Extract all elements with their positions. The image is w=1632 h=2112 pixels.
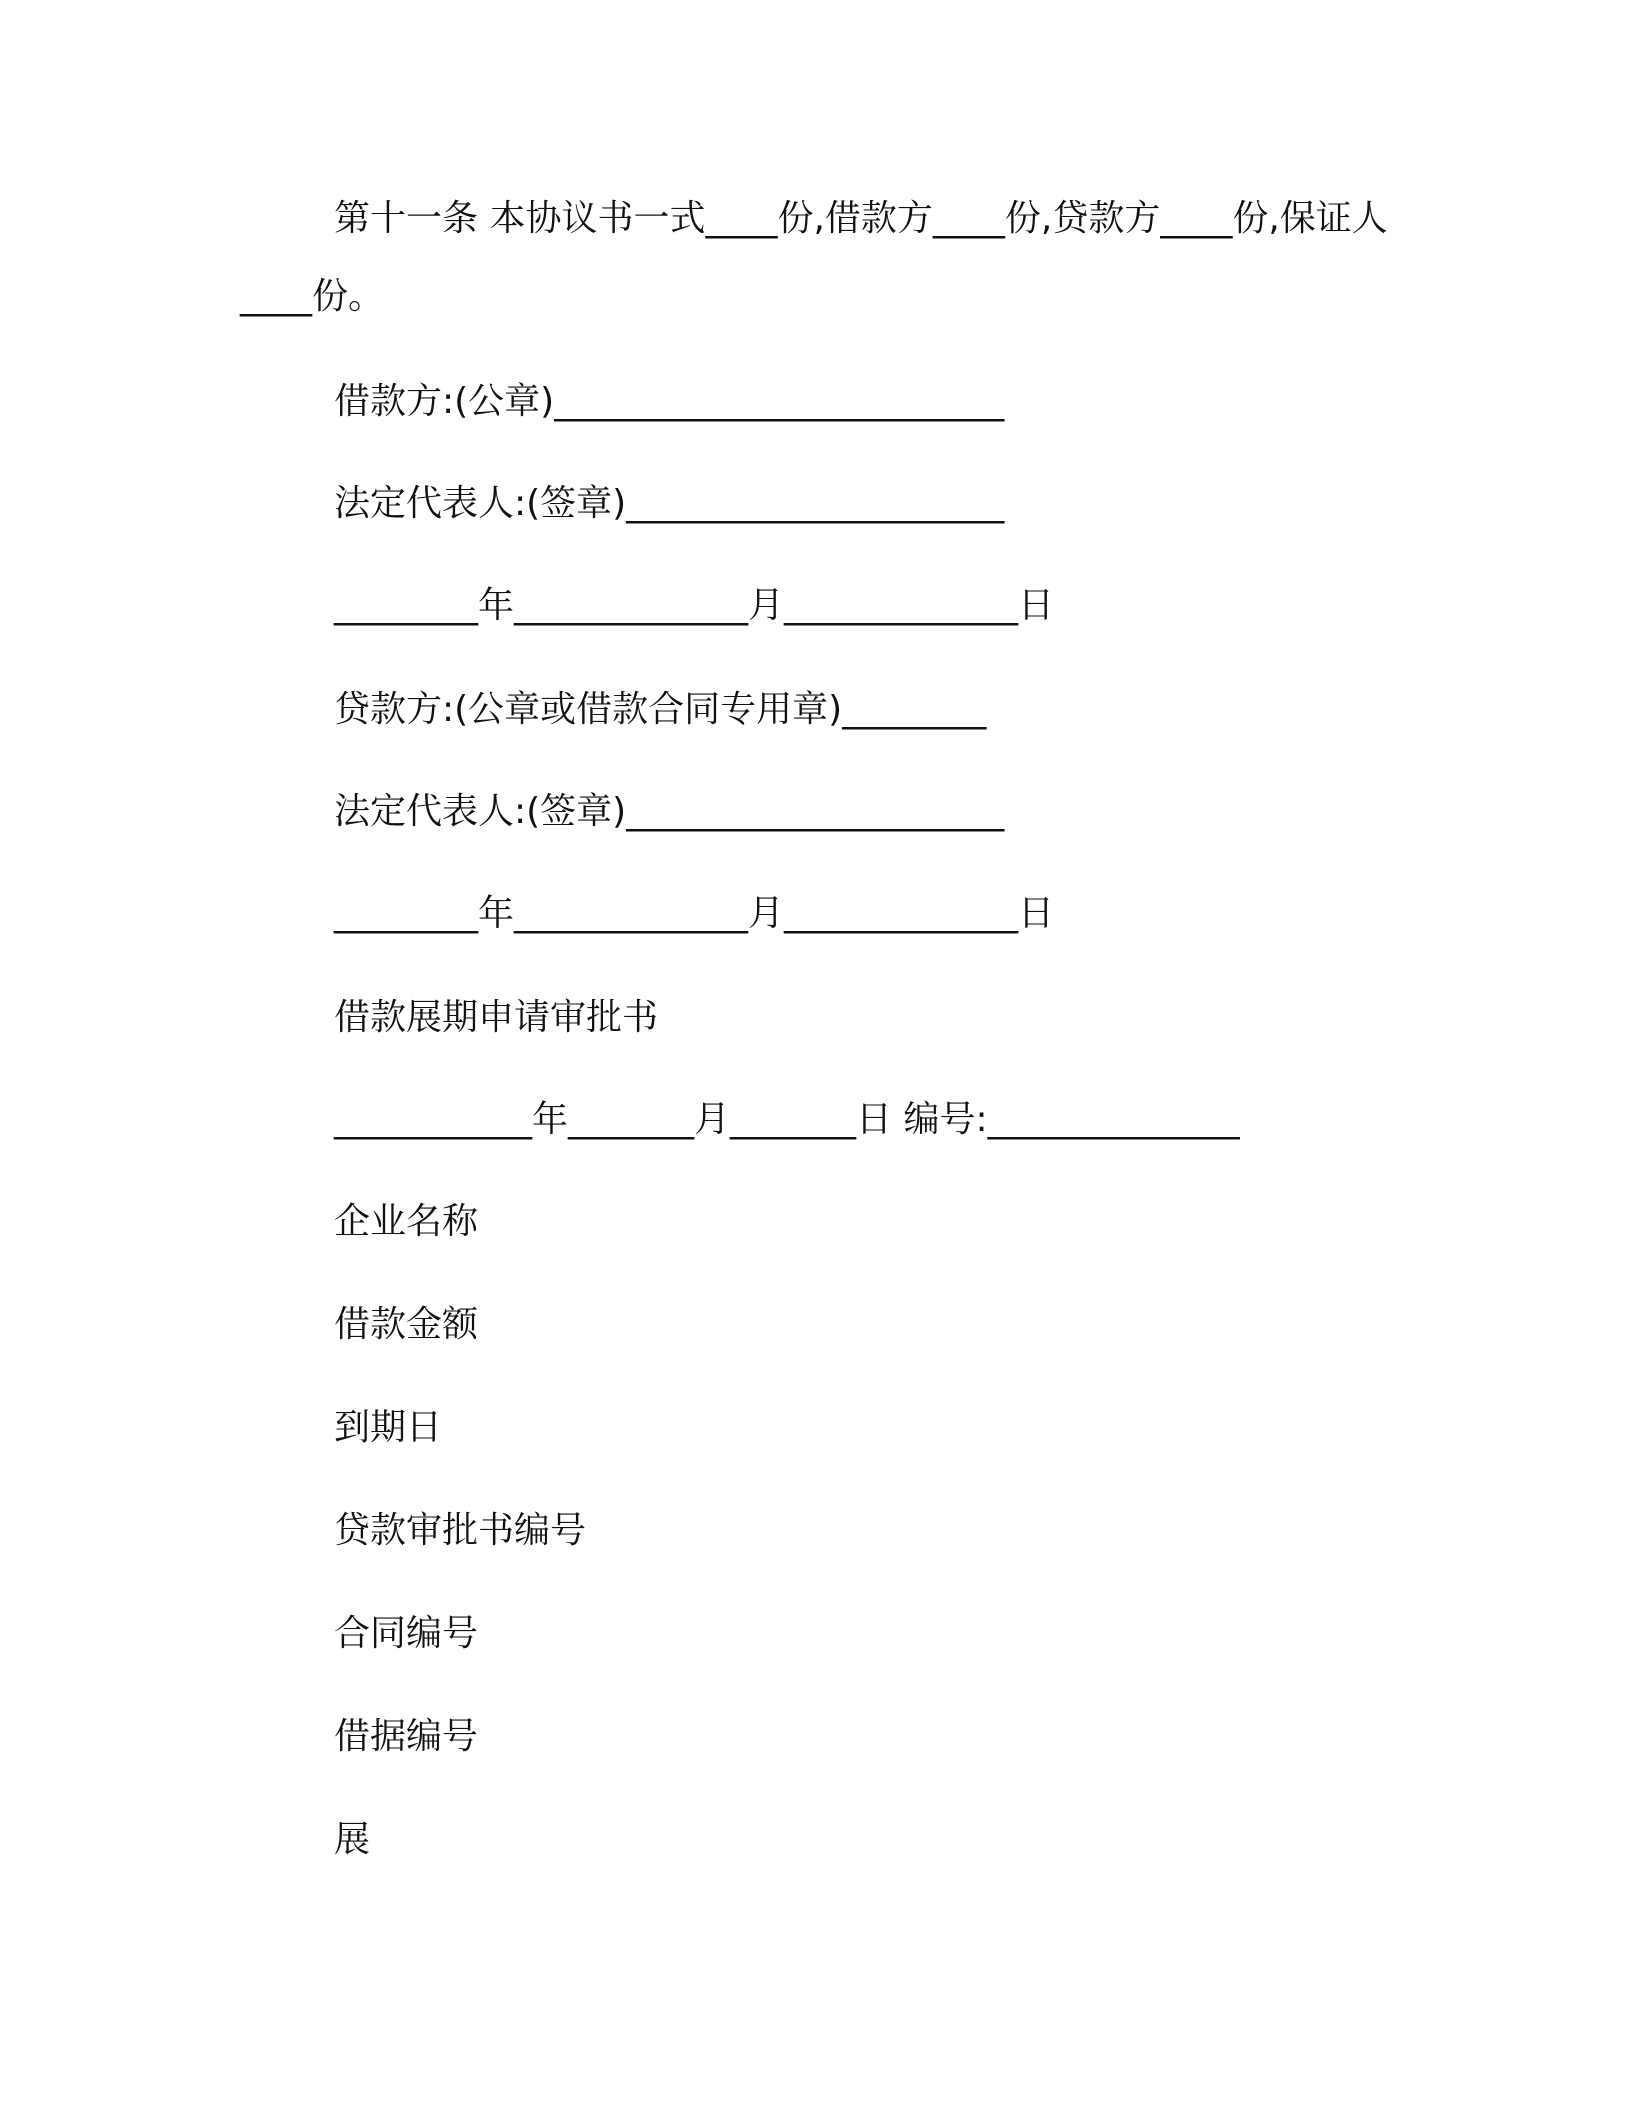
form-title: 借款展期申请审批书 — [334, 997, 659, 1038]
borrower-representative-line: 法定代表人:(签章)_____________________ — [334, 483, 1005, 524]
borrower-date-line: ________年_____________月_____________日 — [334, 585, 1054, 626]
field-due-date: 到期日 — [334, 1407, 443, 1448]
field-company-name: 企业名称 — [334, 1201, 479, 1242]
form-date-number-line: ___________年_______月_______日 编号:______________ — [334, 1099, 1240, 1140]
field-receipt-number: 借据编号 — [334, 1716, 479, 1757]
lender-representative-line: 法定代表人:(签章)_____________________ — [334, 791, 1005, 832]
field-approval-number: 贷款审批书编号 — [334, 1510, 587, 1551]
field-extension: 展 — [334, 1819, 371, 1860]
lender-seal-line: 贷款方:(公章或借款合同专用章)________ — [334, 689, 987, 730]
borrower-seal-line: 借款方:(公章)_________________________ — [334, 381, 1005, 422]
article-eleven-paragraph: 第十一条 本协议书一式____份,借款方____份,贷款方____份,保证人____份。 — [240, 198, 1388, 317]
field-loan-amount: 借款金额 — [334, 1304, 479, 1345]
field-contract-number: 合同编号 — [334, 1613, 479, 1654]
lender-date-line: ________年_____________月_____________日 — [334, 893, 1054, 934]
